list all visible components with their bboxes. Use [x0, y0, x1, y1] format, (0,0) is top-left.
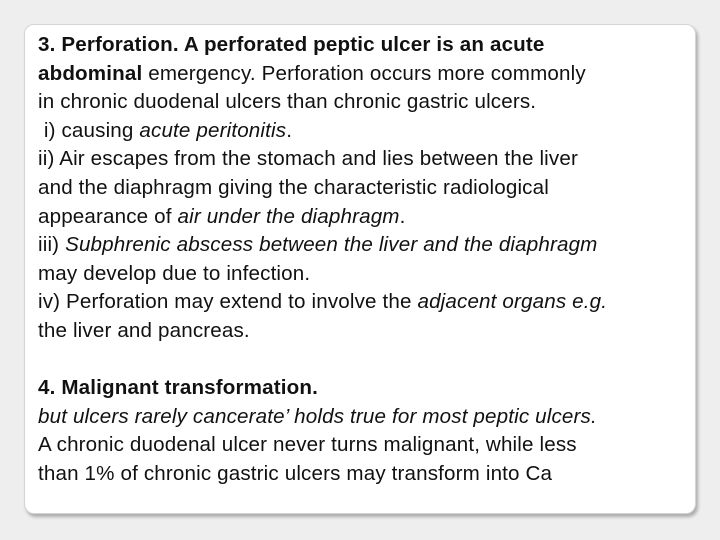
point-iv-italic: adjacent organs e.g. [417, 290, 608, 314]
point-ii-italic: air under the diaphragm [177, 204, 400, 228]
perforation-point-ii-end [38, 203, 689, 232]
point-ii-prefix: appearance of [38, 204, 178, 228]
perforation-heading-line: 3. Perforation. A perforated peptic ulcer is an acute [38, 33, 545, 56]
point-iv-prefix: iv) Perforation may extend to involve the [38, 290, 418, 314]
perforation-point-iii-cont: may develop due to infection. [38, 261, 311, 285]
perforation-point-ii-cont: and the diaphragm giving the characteristic radiological [38, 175, 549, 199]
perforation-point-iv-cont: the liver and pancreas. [38, 318, 250, 342]
perforation-point-iii [38, 231, 689, 260]
perforation-point-iv [38, 288, 689, 317]
perforation-point-i [38, 117, 689, 146]
point-iii-italic: Subphrenic abscess between the liver and the diaphragm [65, 233, 598, 257]
malignant-line-1: but ulcers rarely cancerate’ holds true for most peptic ulcers. [38, 404, 597, 428]
point-i-prefix: i) causing [38, 118, 140, 142]
point-ii-suffix: . [399, 204, 406, 228]
malignant-line-2: A chronic duodenal ulcer never turns malignant, while less [38, 433, 577, 457]
perforation-line-2-rest: emergency. Perforation occurs more commonly [142, 61, 586, 85]
slide-card [24, 24, 696, 514]
malignant-line-3: than 1% of chronic gastric ulcers may transform into Ca [38, 461, 553, 485]
point-iii-prefix: iii) [38, 233, 66, 257]
paragraph-gap [38, 346, 689, 375]
point-i-italic: acute peritonitis [139, 118, 287, 142]
slide-text-body [38, 31, 689, 489]
malignant-heading: 4. Malignant transformation. [38, 376, 318, 400]
perforation-line-3: in chronic duodenal ulcers than chronic gastric ulcers. [38, 90, 537, 114]
perforation-line-2 [38, 60, 689, 89]
perforation-point-ii: ii) Air escapes from the stomach and lies between the liver [38, 147, 578, 171]
point-i-suffix: . [286, 118, 293, 142]
bold-abdominal: abdominal [38, 61, 143, 85]
